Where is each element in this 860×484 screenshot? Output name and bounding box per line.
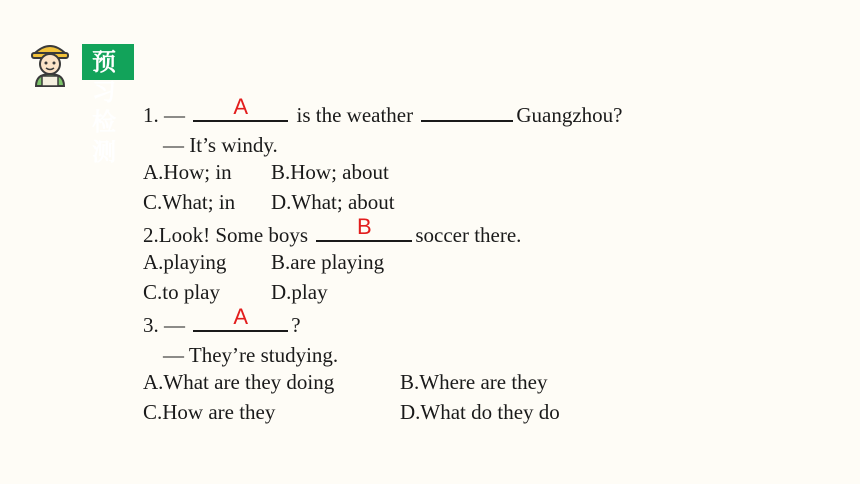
question-3: 3. — A ?: [143, 304, 301, 337]
option: A.playing: [143, 250, 227, 274]
question-1-response: — It’s windy.: [163, 133, 278, 157]
option: C.to play: [143, 280, 220, 304]
option: D.What; about: [271, 190, 395, 214]
answer-mark: A: [233, 304, 249, 329]
student-mascot-icon: [28, 36, 72, 88]
answer-mark: A: [233, 94, 249, 119]
option: D.What do they do: [400, 400, 560, 424]
option: B.Where are they: [400, 370, 548, 394]
question-3-response: — They’re studying.: [163, 343, 339, 367]
option: D.play: [271, 280, 328, 304]
option: C.What; in: [143, 190, 236, 214]
option: C.How are they: [143, 400, 276, 424]
answer-blank: [193, 94, 288, 122]
answer-blank: [316, 214, 412, 242]
question-1: 1. — A is the weather Guangzhou?: [143, 94, 623, 127]
option: A.What are they doing: [143, 370, 335, 394]
option: B.are playing: [271, 250, 385, 274]
answer-mark: B: [356, 214, 372, 239]
answer-blank: [421, 100, 513, 122]
section-title: 预习检测: [82, 44, 128, 80]
question-2: 2.Look! Some boys B soccer there.: [143, 214, 522, 247]
option: A.How; in: [143, 160, 232, 184]
option: B.How; about: [271, 160, 389, 184]
